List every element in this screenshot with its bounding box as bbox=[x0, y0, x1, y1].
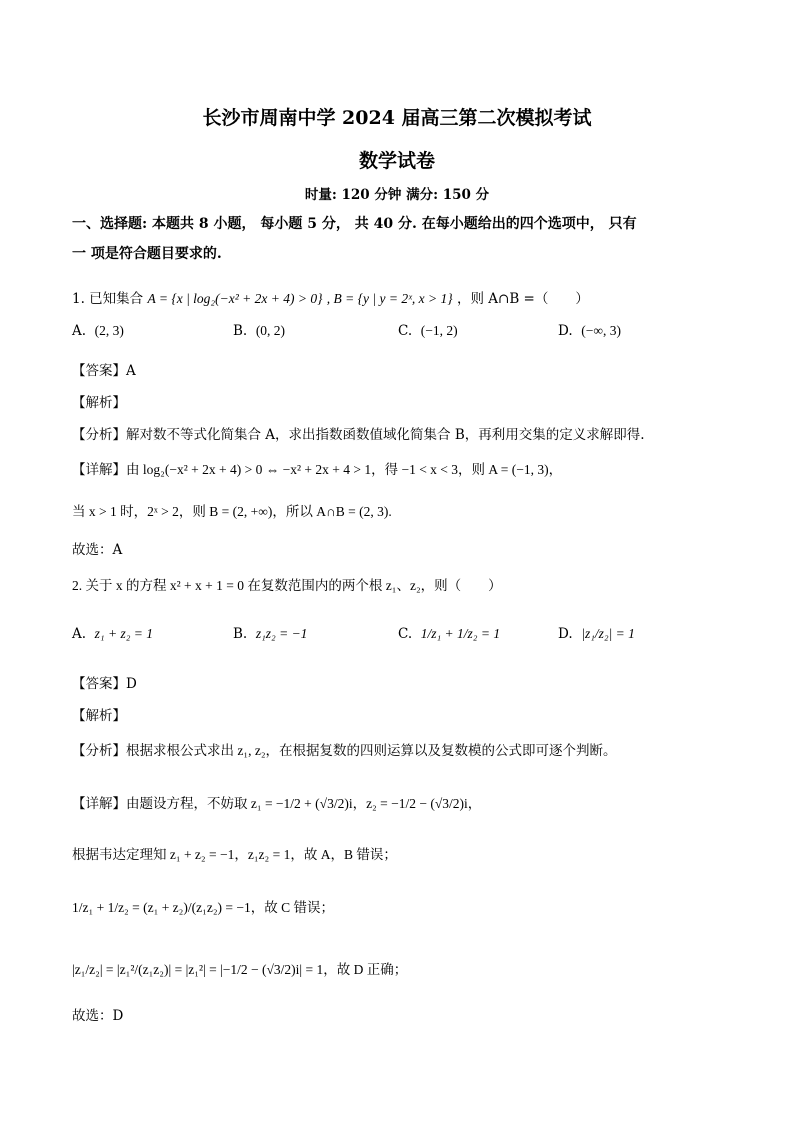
q2-detail-4: |z₁/z₂| = |z₁²/(z₁z₂)| = |z₁²| = |−1/2 − (√3/2)i| = 1，故 D 正确； bbox=[72, 962, 408, 977]
q1-answer: 【答案】A bbox=[72, 363, 136, 379]
q1-detail-2: 当 x > 1 时，2ˣ > 2，则 B = (2, +∞)，所以 A∩B = (2, 3). bbox=[72, 504, 392, 519]
q2-fenxi: 【分析】根据求根公式求出 z₁, z₂，在根据复数的四则运算以及复数模的公式即可逐个判断。 bbox=[72, 743, 617, 759]
section-heading-line1: 一、选择题: 本题共 8 小题， 每小题 5 分， 共 40 分. 在每小题给出的四个选项中， 只有 bbox=[72, 216, 637, 232]
q2-choice: 故选：D bbox=[72, 1008, 124, 1024]
q1-option-b: B. (0, 2) bbox=[233, 323, 286, 339]
q2-option-a: A. z₁ + z₂ = 1 bbox=[72, 626, 154, 642]
q2-option-d: D. |z₁/z₂| = 1 bbox=[558, 626, 635, 642]
q1-ask: ，则 A∩B =（ ） bbox=[456, 291, 589, 307]
q1-fenxi: 【分析】解对数不等式化简集合 A，求出指数函数值域化简集合 B，再利用交集的定义求解即得. bbox=[72, 427, 645, 443]
q2-detail-2: 根据韦达定理知 z₁ + z₂ = −1，z₁z₂ = 1，故 A，B 错误； bbox=[72, 847, 397, 862]
q1-analysis-tag: 【解析】 bbox=[72, 395, 126, 411]
q2-option-c: C. 1/z₁ + 1/z₂ = 1 bbox=[398, 626, 501, 642]
q2-detail-3: 1/z₁ + 1/z₂ = (z₁ + z₂)/(z₁z₂) = −1，故 C 错误； bbox=[72, 900, 334, 915]
exam-subject: 数学试卷 bbox=[358, 150, 435, 172]
q2-option-b: B. z₁z₂ = −1 bbox=[233, 626, 308, 642]
section-heading-line2: 一 项是符合题目要求的. bbox=[72, 246, 222, 262]
q2-detail-1: 【详解】由题设方程，不妨取 z₁ = −1/2 + (√3/2)i，z₂ = −1/2 − (√3/2)i， bbox=[72, 796, 482, 812]
q2-answer: 【答案】D bbox=[72, 676, 137, 692]
q1-detail-1: 【详解】由 log₂(−x² + 2x + 4) > 0 ⇔ −x² + 2x + 4 > 1，得 −1 < x < 3，则 A = (−1, 3)， bbox=[72, 462, 563, 478]
q1-stem: 1. 已知集合 A = {x | log₂(−x² + 2x + 4) > 0} , B = {y | y = 2ˣ, x > 1} ，则 A∩B =（ ） bbox=[72, 291, 589, 307]
q1-set-b: B = {y | y = 2ˣ, x > 1} bbox=[333, 291, 453, 306]
q1-choice: 故选：A bbox=[72, 542, 123, 558]
exam-meta: 时量: 120 分钟 满分: 150 分 bbox=[304, 187, 490, 203]
q1-set-a: A = {x | log₂(−x² + 2x + 4) > 0} bbox=[147, 291, 323, 306]
q2-stem: 2. 关于 x 的方程 x² + x + 1 = 0 在复数范围内的两个根 z₁、z₂，则（ ） bbox=[72, 578, 502, 593]
q2-analysis-tag: 【解析】 bbox=[72, 708, 126, 724]
q1-prefix: 1. 已知集合 bbox=[72, 291, 144, 307]
q1-option-a: A. (2, 3) bbox=[72, 323, 124, 339]
q1-option-d: D. (−∞, 3) bbox=[558, 323, 621, 339]
exam-title: 长沙市周南中学 2024 届高三第二次模拟考试 bbox=[202, 107, 592, 129]
q1-option-c: C. (−1, 2) bbox=[398, 323, 458, 339]
